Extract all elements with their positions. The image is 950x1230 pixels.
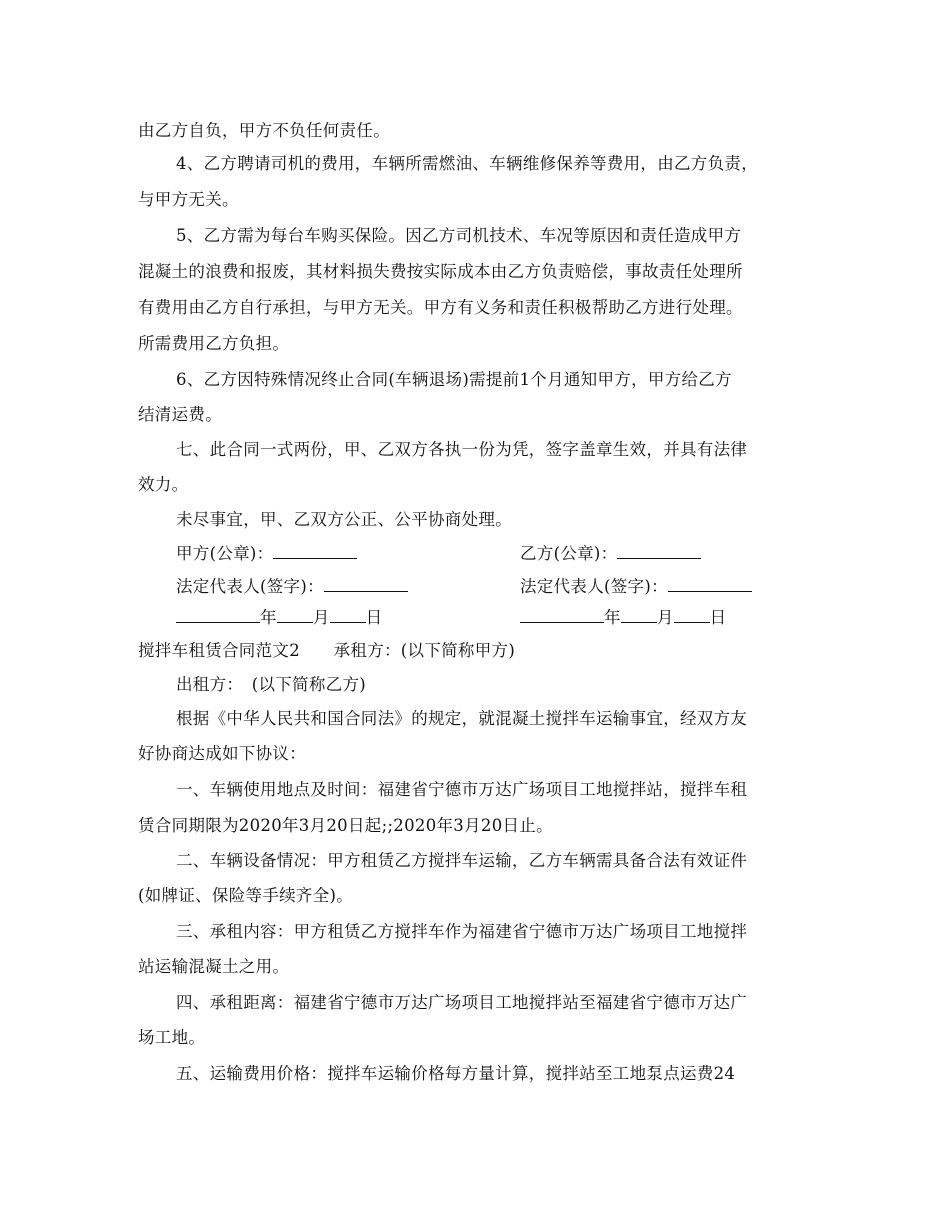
article-5-line-1: 五、运输费用价格：搅拌车运输价格每方量计算，搅拌站至工地泵点运费24 bbox=[176, 1064, 736, 1083]
article-3-line-2: 站运输混凝土之用。 bbox=[138, 957, 290, 976]
misc-clause: 未尽事宜，甲、乙双方公正、公平协商处理。 bbox=[176, 510, 512, 529]
clause-5-line-3: 有费用由乙方自行承担，与甲方无关。甲方有义务和责任积极帮助乙方进行处理。 bbox=[138, 298, 743, 317]
month-blank bbox=[277, 608, 313, 623]
legal-rep-a-blank bbox=[324, 577, 408, 592]
legal-rep-b-blank bbox=[668, 577, 752, 592]
legal-rep-b-label: 法定代表人(签字)： bbox=[520, 577, 668, 596]
month-label: 月 bbox=[312, 608, 330, 627]
clause-5-line-4: 所需费用乙方负担。 bbox=[138, 334, 290, 353]
article-1-line-2: 赁合同期限为2020年3月20日起;;2020年3月20日止。 bbox=[138, 816, 553, 835]
contract-2-heading: 搅拌车租赁合同范文2 承租方：(以下简称甲方) bbox=[138, 641, 516, 660]
lessor-line: 出租方： (以下简称乙方) bbox=[176, 675, 367, 694]
clause-6-line-2: 结清运费。 bbox=[138, 405, 222, 424]
article-4-line-2: 场工地。 bbox=[138, 1028, 206, 1047]
day-label: 日 bbox=[709, 608, 727, 627]
article-2-line-2: (如牌证、保险等手续齐全)。 bbox=[138, 886, 354, 905]
legal-rep-a-label: 法定代表人(签字)： bbox=[176, 577, 324, 596]
year-label: 年 bbox=[604, 608, 621, 627]
month-label: 月 bbox=[656, 608, 674, 627]
legal-rep-b bbox=[520, 577, 820, 597]
day-blank bbox=[674, 608, 710, 623]
party-a-seal-blank bbox=[273, 544, 357, 559]
clause-7-line-2: 效力。 bbox=[138, 475, 189, 494]
clause-6-line-1: 6、乙方因特殊情况终止合同(车辆退场)需提前1个月通知甲方，甲方给乙方 bbox=[176, 370, 732, 389]
preamble-line-1: 根据《中华人民共和国合同法》的规定，就混凝土搅拌车运输事宜，经双方友 bbox=[176, 709, 748, 728]
clause-4-line-2: 与甲方无关。 bbox=[138, 190, 239, 209]
clause-5-line-2: 混凝土的浪费和报废，其材料损失费按实际成本由乙方负责赔偿，事故责任处理所 bbox=[138, 262, 743, 281]
date-b bbox=[520, 608, 820, 628]
day-blank bbox=[330, 608, 366, 623]
party-a-seal-label: 甲方(公章)： bbox=[176, 544, 274, 563]
clause-7-line-1: 七、此合同一式两份，甲、乙双方各执一份为凭，签字盖章生效，并具有法律 bbox=[176, 440, 748, 459]
party-b-seal-blank bbox=[617, 544, 701, 559]
article-3-line-1: 三、承租内容：甲方租赁乙方搅拌车作为福建省宁德市万达广场项目工地搅拌 bbox=[176, 922, 748, 941]
clause-5-line-1: 5、乙方需为每台车购买保险。因乙方司机技术、车况等原因和责任造成甲方 bbox=[176, 226, 742, 245]
party-b-seal bbox=[520, 544, 820, 564]
day-label: 日 bbox=[365, 608, 383, 627]
year-blank bbox=[520, 608, 604, 623]
month-blank bbox=[621, 608, 657, 623]
party-b-seal-label: 乙方(公章)： bbox=[520, 544, 618, 563]
article-1-line-1: 一、车辆使用地点及时间：福建省宁德市万达广场项目工地搅拌站，搅拌车租 bbox=[176, 780, 748, 799]
clause-4-line-1: 4、乙方聘请司机的费用，车辆所需燃油、车辆维修保养等费用，由乙方负责， bbox=[176, 154, 758, 173]
year-blank bbox=[176, 608, 260, 623]
preamble-line-2: 好协商达成如下协议： bbox=[138, 744, 306, 763]
year-label: 年 bbox=[260, 608, 277, 627]
text-line: 由乙方自负，甲方不负任何责任。 bbox=[138, 121, 390, 140]
article-4-line-1: 四、承租距离：福建省宁德市万达广场项目工地搅拌站至福建省宁德市万达广 bbox=[176, 993, 748, 1012]
article-2-line-1: 二、车辆设备情况：甲方租赁乙方搅拌车运输，乙方车辆需具备合法有效证件 bbox=[176, 851, 748, 870]
